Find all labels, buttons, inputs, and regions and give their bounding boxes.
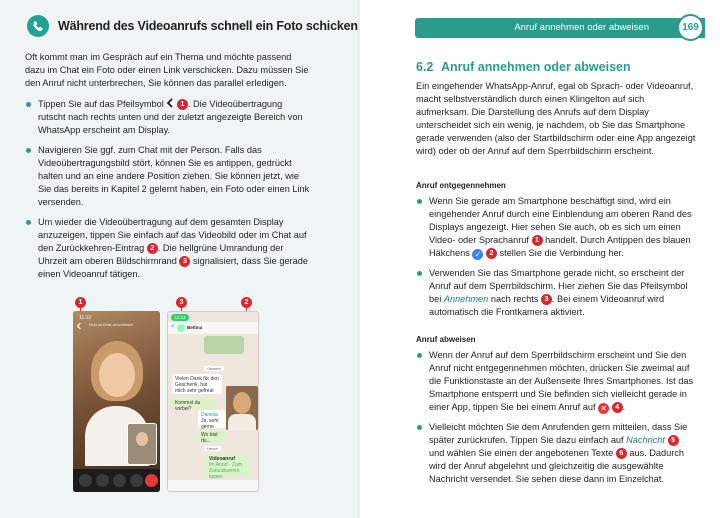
end-call-button[interactable] bbox=[145, 474, 158, 487]
avatar bbox=[177, 324, 185, 332]
accept-bullet-1: Wenn Sie gerade am Smartphone beschäftigt sind, wird ein eingehender Anruf durch eine Einblendung am oberen Rand des Displays angezeigt. Hier sehen Sie auch, ob es sich um einen Video- oder Sprachanruf 1 handelt. Durch Antippen des blauen Häkchens ✓ 2 stellen Sie die Verbindung her. bbox=[416, 195, 696, 260]
right-page bbox=[360, 0, 720, 518]
camera-button[interactable] bbox=[79, 474, 92, 487]
left-bullet-3: Um wieder die Videoübertragung auf dem gesamten Display anzuzeigen, tippen Sie einfach auf das Videobild oder im Chat auf den Zurückkehren-Eintrag 2 . Die hellgrüne Umrandung der Uhrzeit am oberen Bildschirmrand 3 signalisiert, dass Sie gerade einen Videoanruf tätigen. bbox=[25, 216, 310, 281]
return-to-call-entry[interactable]: Videoanruf Im Anruf · Zum Zurückkehren tippen bbox=[206, 454, 250, 476]
chat-screenshot: 11:13 < Bettina Gestern Vielen Dank für den Geschenk, hat mich sehr gefreut Kommst du vorbei? Daniela Ja, sehr gerne Wo bist du... Heute Videoanruf Im Anruf · Zum Zurückkehren tippen bbox=[167, 311, 259, 492]
call-time-indicator[interactable]: 11:13 bbox=[171, 314, 189, 321]
reject-bullet-2: Vielleicht möchten Sie dem Anrufenden gern mitteilen, dass Sie später zurückrufen. Tippen Sie dazu einfach auf Nachricht 5 und wählen Sie einen der angebotenen Texte 6 aus. Dadurch wird der Anruf abgelehnt und gleichzeitig die ausgewählte Nachricht versendet. Sie sehen diese dann im Einzelchat. bbox=[416, 421, 696, 486]
figure-marker-2: 2 bbox=[241, 297, 252, 308]
marker-1: 1 bbox=[177, 99, 188, 110]
subhead-accept: Anruf entgegennehmen bbox=[416, 181, 506, 190]
left-page-title: Während des Videoanrufs schnell ein Foto schicken bbox=[58, 19, 358, 33]
left-bullet-1: Tippen Sie auf das Pfeilsymbol 1 . Die Videoübertragung rutscht nach rechts unten und der zuletzt angezeigte Bereich von WhatsApp erscheint am Display. bbox=[25, 98, 310, 137]
video-call-screenshot: 11:12 Ende-zu-Ende-verschlüsselt bbox=[73, 311, 160, 492]
accept-bullet-2: Verwenden Sie das Smartphone gerade nicht, so erscheint der Anruf auf dem Sperrbildschirm. Hier ziehen Sie das Pfeilsymbol bei Annehmen nach rechts 3 . Bei einem Videoanruf wird automatisch die Frontkamera aktiviert. bbox=[416, 267, 696, 319]
flip-camera-button[interactable] bbox=[96, 474, 109, 487]
reject-bullet-1: Wenn der Anruf auf dem Sperrbildschirm erscheint und Sie den Anruf nicht entgegennehmen möchten, drücken Sie zweimal auf die Funktionstaste an der Außenseite Ihres Smartphones. Ist das Smartphone entsperrt und Sie befinden sich vielleicht gerade in einer App, tippen Sie bei einem Anruf auf ✕ 4 . bbox=[416, 349, 696, 414]
mute-button[interactable] bbox=[130, 474, 143, 487]
marker-3: 3 bbox=[179, 256, 190, 267]
section-number: 6.2 bbox=[416, 60, 434, 74]
decline-x-icon: ✕ bbox=[598, 403, 609, 414]
chat-input-bar[interactable] bbox=[168, 480, 258, 492]
floating-video-window[interactable] bbox=[226, 386, 258, 430]
self-video-preview[interactable] bbox=[127, 423, 157, 465]
page-number: 169 bbox=[677, 14, 704, 41]
right-intro: Ein eingehender WhatsApp-Anruf, egal ob Sprach- oder Videoanruf, macht selbstverständlich durch einen Klingelton auf sich aufmerksam. Die Darstellung des Anrufs auf dem Display unterscheidet sich ein wenig, je nachdem, ob Sie das Smartphone gerade verwenden (also der Startbildschirm oder eine App angezeigt wird) oder ob der Anruf auf dem Sperrbildschirm erscheint. bbox=[416, 81, 696, 156]
chat-back[interactable]: < bbox=[171, 324, 175, 330]
marker-2: 2 bbox=[147, 243, 158, 254]
back-arrow-icon bbox=[166, 98, 174, 108]
left-bullet-2: Navigieren Sie ggf. zum Chat mit der Person. Falls das Videoübertragungsbild stört, können Sie es antippen, gedrückt halten und an eine andere Position ziehen. Sie können jetzt, wie Sie das bereits in Kapitel 2 gelernt haben, ein Foto oder einen Link versenden. bbox=[25, 144, 310, 209]
figure-marker-3: 3 bbox=[176, 297, 187, 308]
blue-check-icon: ✓ bbox=[472, 249, 483, 260]
subhead-reject: Anruf abweisen bbox=[416, 335, 476, 344]
back-arrow-icon[interactable] bbox=[76, 322, 82, 330]
whatsapp-call-icon bbox=[27, 15, 49, 37]
left-intro: Oft kommt man im Gespräch auf ein Thema und möchte passend dazu im Chat ein Foto oder einen Link verschicken. Dazu müssen Sie den Anruf nicht unterbrechen, Sie können das parallel erledigen. bbox=[25, 52, 309, 88]
video-toggle-button[interactable] bbox=[113, 474, 126, 487]
section-title: Anruf annehmen oder abweisen bbox=[441, 60, 631, 74]
figure-marker-1: 1 bbox=[75, 297, 86, 308]
running-header: Anruf annehmen oder abweisen bbox=[415, 18, 705, 38]
